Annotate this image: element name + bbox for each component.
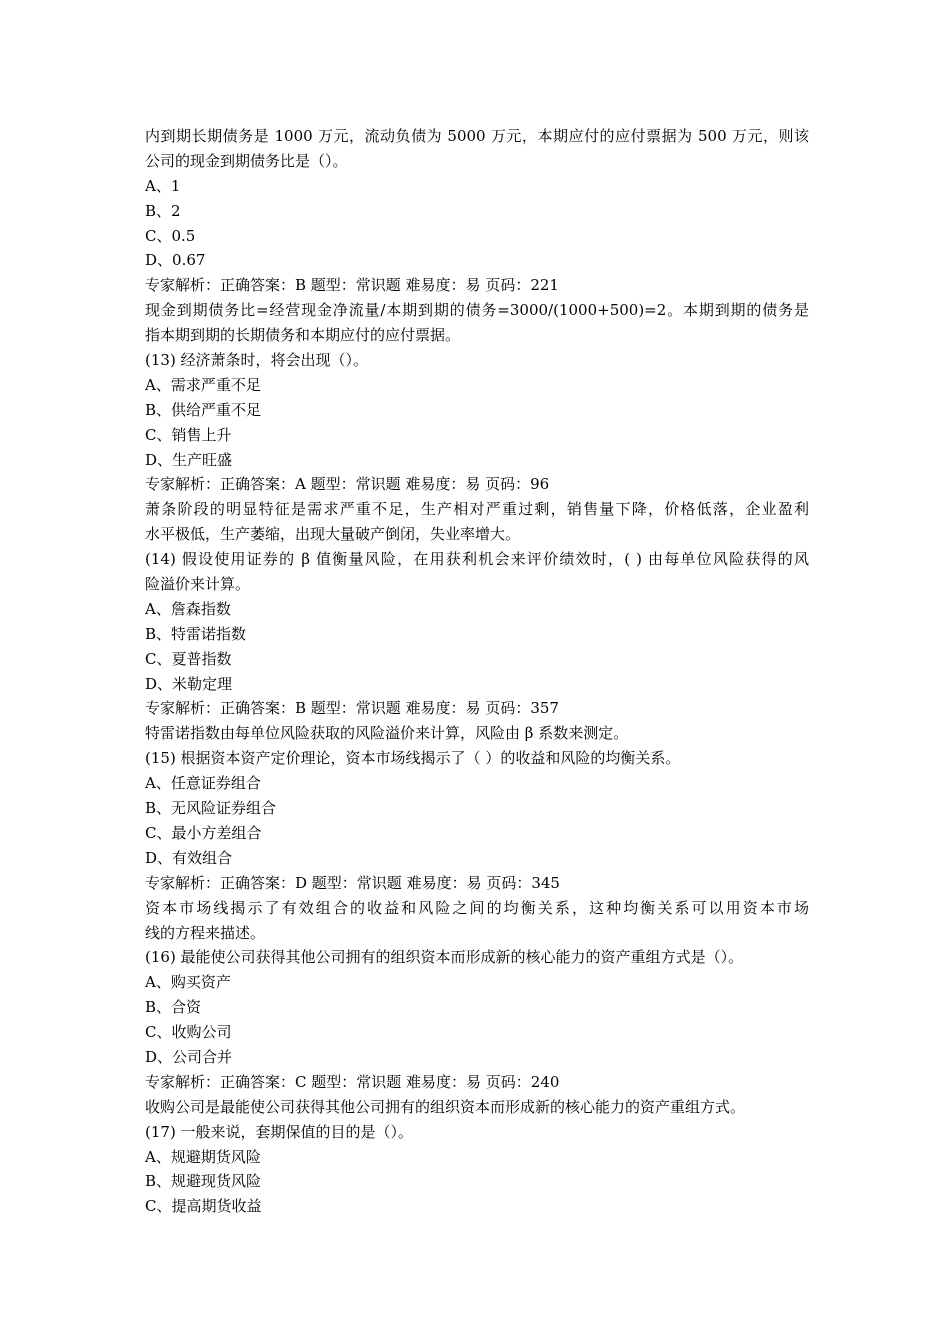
text-line: B、合资	[145, 998, 202, 1017]
text-line: C、夏普指数	[145, 649, 232, 668]
text-line: (15) 根据资本资产定价理论，资本市场线揭示了（ ）的收益和风险的均衡关系。	[145, 749, 681, 768]
text-line: 萧条阶段的明显特征是需求严重不足，生产相对严重过剩，销售量下降，价格低落，企业盈利	[145, 500, 809, 519]
text-line: (17) 一般来说，套期保值的目的是（）。	[145, 1122, 414, 1141]
text-line: 线的方程来描述。	[145, 923, 266, 942]
text-line: B、特雷诺指数	[145, 624, 247, 643]
text-line: 专家解析：正确答案：B 题型：常识题 难易度：易 页码：357	[145, 699, 559, 718]
text-line: A、购买资产	[145, 973, 231, 992]
text-line: 现金到期债务比=经营现金净流量/本期到期的债务=3000/(1000+500)=2。本期到期的债务是	[145, 301, 809, 320]
text-line: B、供给严重不足	[145, 400, 262, 419]
text-line: (16) 最能使公司获得其他公司拥有的组织资本而形成新的核心能力的资产重组方式是（）。	[145, 948, 744, 967]
text-line: (13) 经济萧条时，将会出现（）。	[145, 351, 369, 370]
text-line: 险溢价来计算。	[145, 575, 251, 594]
text-line: 专家解析：正确答案：C 题型：常识题 难易度：易 页码：240	[145, 1072, 560, 1091]
text-line: B、无风险证券组合	[145, 799, 277, 818]
text-line: 公司的现金到期债务比是（）。	[145, 151, 348, 170]
text-line: 专家解析：正确答案：A 题型：常识题 难易度：易 页码：96	[145, 475, 550, 494]
text-line: C、0.5	[145, 226, 196, 245]
text-line: C、最小方差组合	[145, 823, 262, 842]
text-line: C、销售上升	[145, 425, 232, 444]
text-line: 专家解析：正确答案：D 题型：常识题 难易度：易 页码：345	[145, 873, 560, 892]
text-line: D、米勒定理	[145, 674, 233, 693]
text-line: (14) 假设使用证券的 β 值衡量风险，在用获利机会来评价绩效时，( ) 由每单位风险获得的风	[145, 550, 809, 569]
text-line: A、任意证券组合	[145, 774, 261, 793]
text-line: 收购公司是最能使公司获得其他公司拥有的组织资本而形成新的核心能力的资产重组方式。	[145, 1097, 746, 1116]
text-line: 资本市场线揭示了有效组合的收益和风险之间的均衡关系，这种均衡关系可以用资本市场	[145, 898, 809, 917]
text-line: C、收购公司	[145, 1023, 232, 1042]
text-line: A、规避期货风险	[145, 1147, 261, 1166]
text-line: 内到期长期债务是 1000 万元，流动负债为 5000 万元，本期应付的应付票据为 500 万元，则该	[145, 127, 809, 145]
text-line: C、提高期货收益	[145, 1197, 262, 1216]
document-page	[145, 124, 809, 1219]
text-line: 特雷诺指数由每单位风险获取的风险溢价来计算，风险由 β 系数来测定。	[145, 724, 629, 743]
text-line: D、有效组合	[145, 848, 233, 867]
text-line: B、2	[145, 201, 181, 220]
text-line: A、詹森指数	[145, 599, 231, 618]
text-line: D、公司合并	[145, 1047, 233, 1066]
text-line: A、1	[145, 176, 181, 195]
text-line: 水平极低，生产萎缩，出现大量破产倒闭，失业率增大。	[145, 525, 521, 544]
text-line: B、规避现货风险	[145, 1172, 262, 1191]
text-line: D、0.67	[145, 251, 206, 270]
text-line: A、需求严重不足	[145, 375, 261, 394]
text-line: D、生产旺盛	[145, 450, 233, 469]
text-line: 专家解析：正确答案：B 题型：常识题 难易度：易 页码：221	[145, 276, 559, 295]
text-line: 指本期到期的长期债务和本期应付的应付票据。	[145, 326, 461, 345]
